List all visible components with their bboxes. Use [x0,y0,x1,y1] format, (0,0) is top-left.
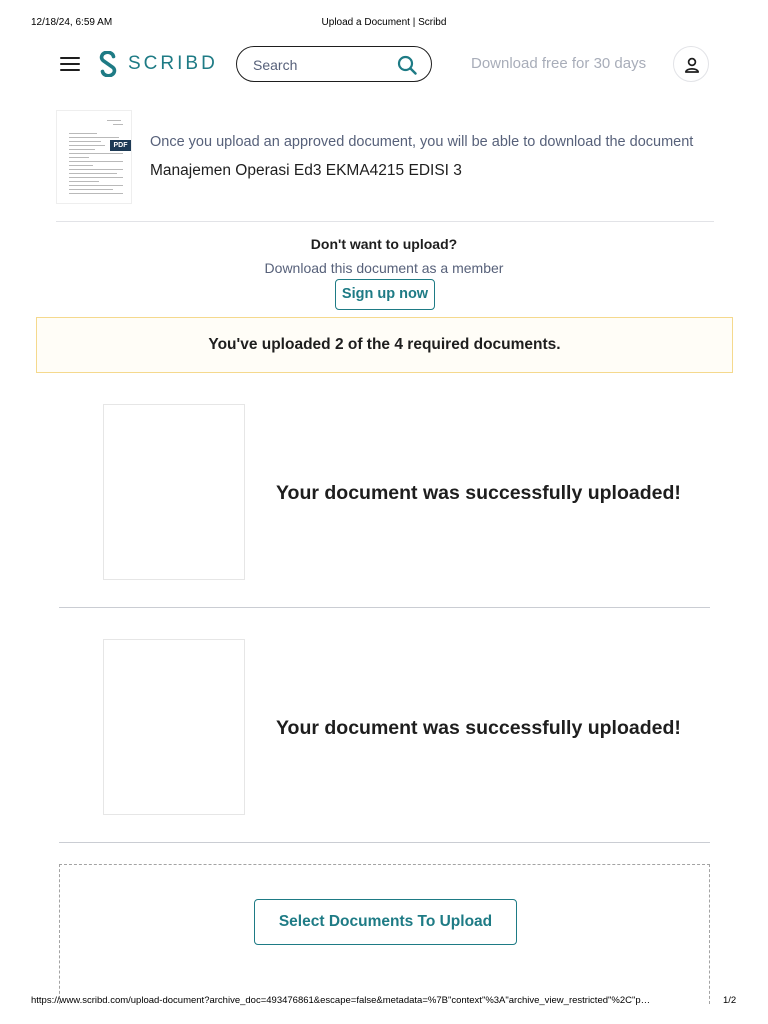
print-datetime: 12/18/24, 6:59 AM [31,17,113,28]
print-header [0,17,768,31]
member-question: Don't want to upload? [310,236,458,252]
search-input[interactable] [236,46,432,82]
sign-up-button[interactable]: Sign up now [335,279,435,310]
upload-dropzone[interactable] [59,864,710,1004]
uploaded-document-thumbnail [103,639,245,815]
download-free-link[interactable]: Download free for 30 days [471,55,647,72]
search-icon[interactable] [397,55,417,75]
search-placeholder: Search [253,57,298,73]
user-account-button[interactable] [673,46,709,82]
uploaded-document-item [59,392,710,608]
scribd-logo[interactable] [97,50,218,78]
document-info [56,110,714,222]
print-page-title: Upload a Document | Scribd [321,17,447,28]
uploaded-document-item [59,627,710,843]
member-subtext: Download this document as a member [264,260,504,276]
print-footer [0,995,768,1009]
scribd-logo-icon [97,51,119,77]
document-title[interactable]: Manajemen Operasi Ed3 EKMA4215 EDISI 3 [150,162,462,179]
uploaded-document-thumbnail [103,404,245,580]
print-url: https://www.scribd.com/upload-document?archive_doc=493476861&escape=false&metadata=%7B"context"%3A"archive_view_restricted"%2C"p… [31,995,651,1006]
user-icon [683,56,701,74]
menu-icon[interactable] [60,57,80,71]
upload-success-message: Your document was successfully uploaded! [276,717,681,739]
upload-notice: Once you upload an approved document, you will be able to download the document [150,134,694,150]
pdf-badge: PDF [110,140,131,151]
member-section [0,234,768,279]
logo-wordmark: SCRIBD [128,53,218,74]
upload-success-message: Your document was successfully uploaded! [276,482,681,504]
top-navigation [0,44,768,84]
print-page-number: 1/2 [723,995,737,1006]
select-documents-button[interactable]: Select Documents To Upload [254,899,517,945]
upload-progress-banner: You've uploaded 2 of the 4 required documents. [36,317,733,373]
document-thumbnail [56,110,132,204]
